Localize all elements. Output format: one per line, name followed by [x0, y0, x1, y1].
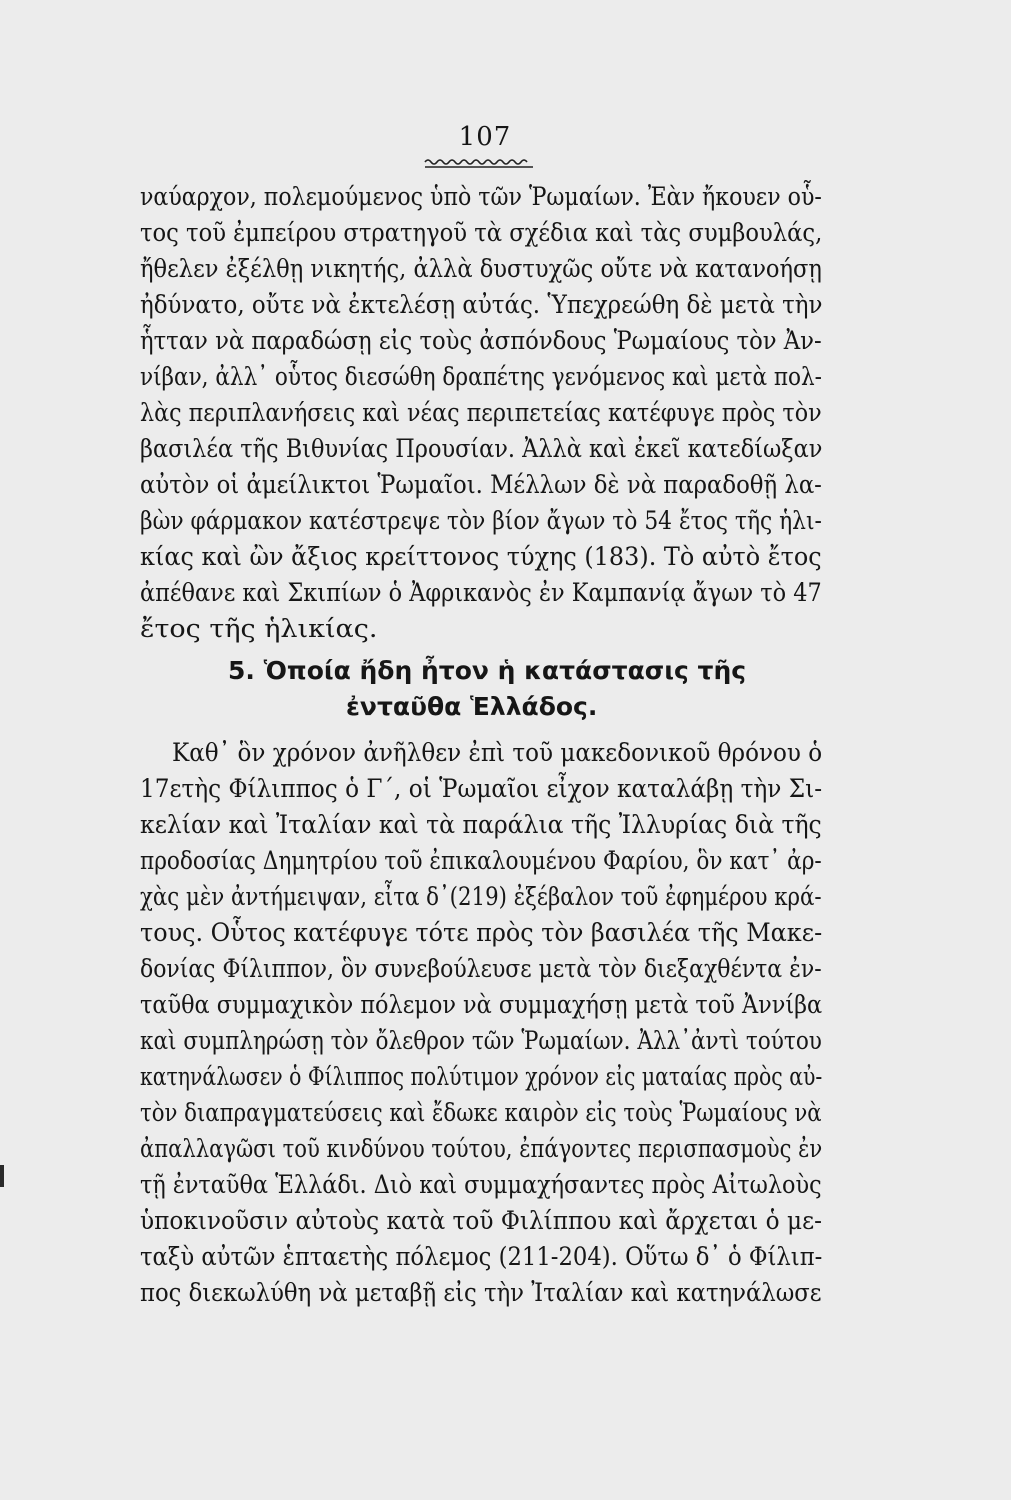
- text-line: 17ετὴς Φίλιππος ὁ Γ΄, οἱ Ῥωμαῖοι εἶχον καταλάβῃ τὴν Σι-: [140, 774, 823, 803]
- text-line: ἠδύνατο, οὔτε νὰ ἐκτελέσῃ αὐτάς. Ὑπεχρεώθη δὲ μετὰ τὴν: [140, 290, 823, 319]
- text-line: ἀπέθανε καὶ Σκιπίων ὁ Ἀφρικανὸς ἐν Καμπανίᾳ ἄγων τὸ 47: [140, 578, 822, 607]
- text-line: προδοσίας Δημητρίου τοῦ ἐπικαλουμένου Φαρίου, ὃν κατ᾽ ἀρ-: [140, 846, 822, 875]
- text-line: χὰς μὲν ἀντήμειψαν, εἶτα δ᾽(219) ἐξέβαλον τοῦ ἐφημέρου κρά-: [140, 882, 822, 911]
- text-line: ναύαρχον, πολεμούμενος ὑπὸ τῶν Ῥωμαίων. Ἐὰν ἤκουεν οὗ-: [140, 182, 822, 211]
- text-line: τος τοῦ ἐμπείρου στρατηγοῦ τὰ σχέδια καὶ τὰς συμβουλάς,: [140, 218, 823, 247]
- text-line: ἔτος τῆς ἡλικίας.: [140, 614, 378, 643]
- page-number: 107: [458, 122, 512, 152]
- text-line: τῇ ἐνταῦθα Ἑλλάδι. Διὸ καὶ συμμαχήσαντες πρὸς Αἰτωλοὺς: [140, 1170, 822, 1199]
- text-line: κίας καὶ ὢν ἄξιος κρείττονος τύχης (183). Τὸ αὐτὸ ἔτος: [140, 542, 822, 571]
- text-line: ἀπαλλαγῶσι τοῦ κινδύνου τούτου, ἐπάγοντες περισπασμοὺς ἐν: [140, 1134, 823, 1163]
- text-line: λὰς περιπλανήσεις καὶ νέας περιπετείας κατέφυγε πρὸς τὸν: [140, 398, 822, 427]
- text-line: κατηνάλωσεν ὁ Φίλιππος πολύτιμον χρόνον εἰς ματαίας πρὸς αὐ-: [140, 1062, 823, 1091]
- text-line: ἤθελεν ἐξέλθῃ νικητής, ἀλλὰ δυστυχῶς οὔτε νὰ κατανοήσῃ: [140, 254, 822, 283]
- text-line: βασιλέα τῆς Βιθυνίας Προυσίαν. Ἀλλὰ καὶ ἐκεῖ κατεδίωξαν: [140, 434, 823, 463]
- text-line: νίβαν, ἀλλ᾽ οὗτος διεσώθη δραπέτης γενόμενος καὶ μετὰ πολ-: [140, 362, 822, 391]
- text-line: καὶ συμπληρώσῃ τὸν ὄλεθρον τῶν Ῥωμαίων. Ἀλλ᾽ἀντὶ τούτου: [140, 1026, 822, 1055]
- text-line: αὐτὸν οἱ ἀμείλικτοι Ῥωμαῖοι. Μέλλων δὲ νὰ παραδοθῇ λα-: [140, 470, 822, 499]
- text-line: ταῦθα συμμαχικὸν πόλεμον νὰ συμμαχήσῃ μετὰ τοῦ Ἀννίβα: [140, 990, 823, 1019]
- section-heading-line2: ἐνταῦθα Ἑλλάδος.: [346, 692, 598, 721]
- text-line: πος διεκωλύθη νὰ μεταβῇ εἰς τὴν Ἰταλίαν καὶ κατηνάλωσε: [140, 1278, 822, 1307]
- text-line: τους. Οὗτος κατέφυγε τότε πρὸς τὸν βασιλέα τῆς Μακε-: [140, 918, 823, 947]
- text-line: Καθ᾽ ὃν χρόνον ἀνῆλθεν ἐπὶ τοῦ μακεδονικοῦ θρόνου ὁ: [172, 738, 823, 767]
- text-line: τὸν διαπραγματεύσεις καὶ ἔδωκε καιρὸν εἰς τοὺς Ῥωμαίους νὰ: [140, 1098, 822, 1127]
- text-line: βὼν φάρμακον κατέστρεψε τὸν βίον ἄγων τὸ 54 ἔτος τῆς ἡλι-: [140, 506, 822, 535]
- text-line: δονίας Φίλιππον, ὃν συνεβούλευσε μετὰ τὸν διεξαχθέντα ἐν-: [140, 954, 822, 983]
- binding-edge-mark: [0, 1165, 4, 1187]
- text-line: ὑποκινοῦσιν αὐτοὺς κατὰ τοῦ Φιλίππου καὶ ἄρχεται ὁ με-: [140, 1206, 822, 1235]
- text-line: ἧτταν νὰ παραδώσῃ εἰς τοὺς ἀσπόνδους Ῥωμαίους τὸν Ἀν-: [140, 326, 822, 355]
- text-line: κελίαν καὶ Ἰταλίαν καὶ τὰ παράλια τῆς Ἰλλυρίας διὰ τῆς: [140, 810, 822, 839]
- section-heading-line1: 5. Ὁποία ἤδη ἦτον ἡ κατάστασις τῆς: [228, 656, 747, 685]
- text-line: ταξὺ αὐτῶν ἑπταετὴς πόλεμος (211-204). Οὕτω δ᾽ ὁ Φίλιπ-: [140, 1242, 823, 1271]
